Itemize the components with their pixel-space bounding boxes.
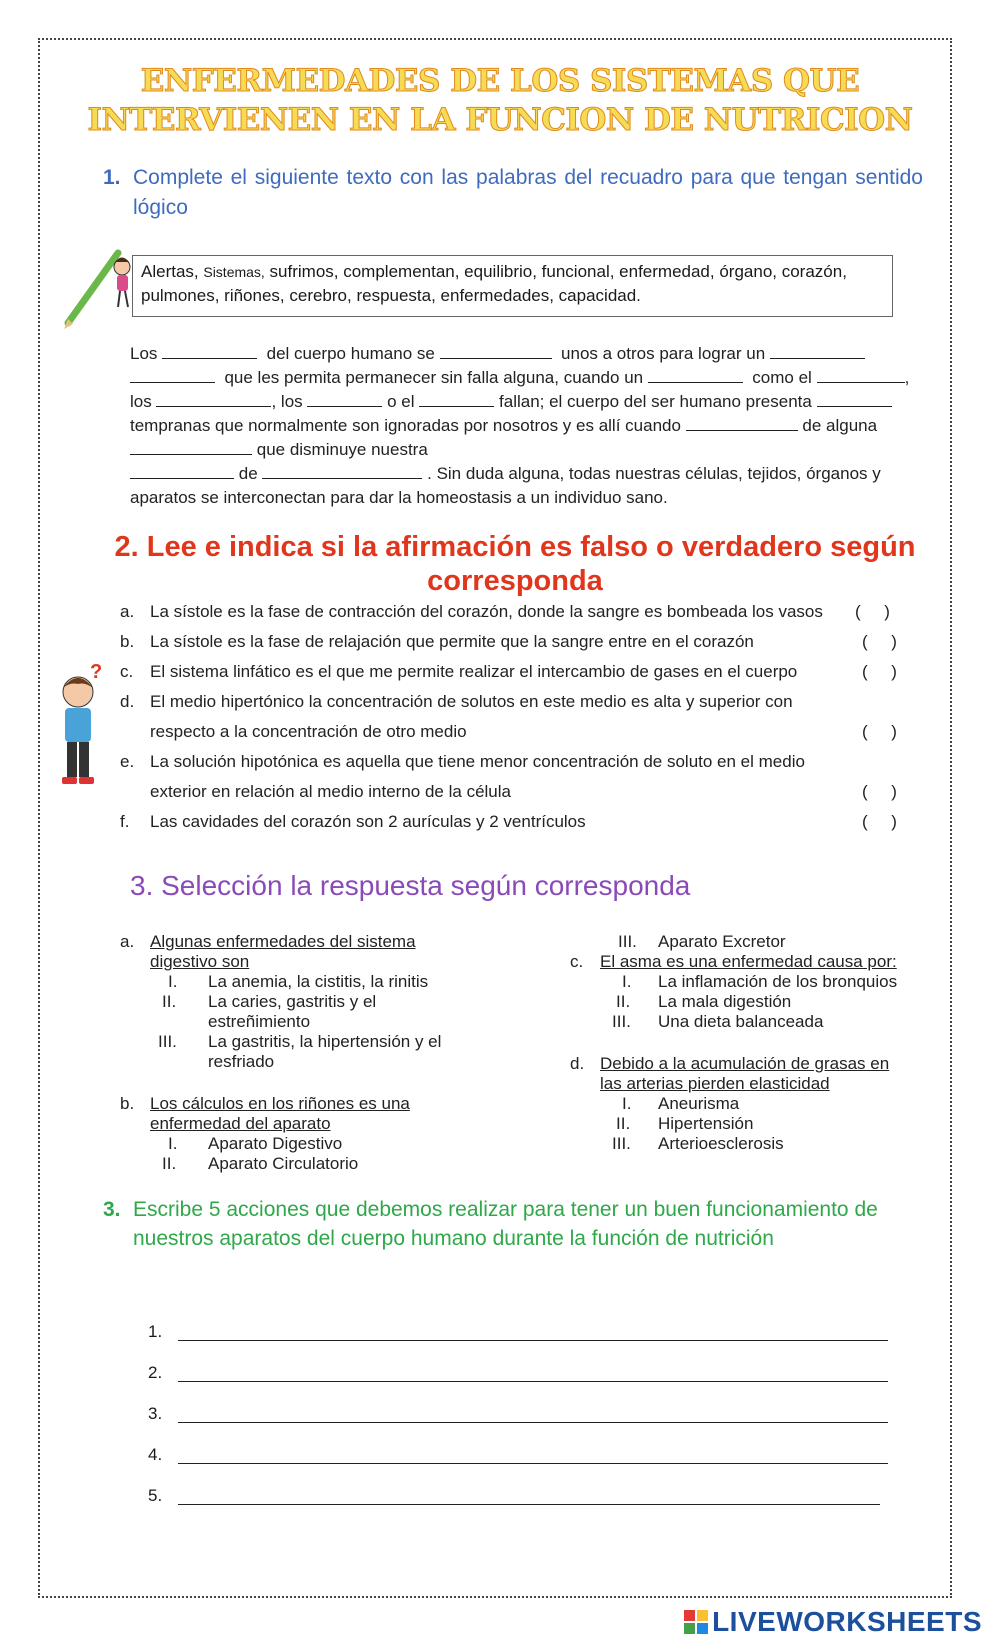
tf-statement: La sístole es la fase de contracción del corazón, donde la sangre es bombeada los vasos — [150, 602, 823, 621]
blank-field[interactable] — [440, 343, 552, 359]
answer-line-number: 4. — [148, 1445, 163, 1464]
tf-answer-box[interactable]: ( ) — [862, 632, 897, 651]
mc-prompt: digestivo son — [150, 952, 250, 971]
mc-option-number: II. — [162, 1154, 177, 1173]
mc-option[interactable]: La gastritis, la hipertensión y el — [208, 1032, 442, 1051]
question-2-title: corresponda — [427, 565, 603, 597]
tf-letter: b. — [120, 632, 135, 651]
blank-field[interactable] — [817, 391, 892, 407]
mc-option[interactable]: estreñimiento — [208, 1012, 311, 1031]
question-2-heading — [100, 530, 930, 598]
tf-answer-box[interactable]: ( ) — [862, 662, 897, 681]
mc-prompt: Debido a la acumulación de grasas en — [600, 1054, 890, 1073]
tf-statement: La sístole es la fase de relajación que permite que la sangre entre en el corazón — [150, 632, 754, 651]
word-bank-text: Alertas, — [141, 262, 204, 281]
liveworksheets-logo[interactable] — [684, 1605, 982, 1639]
cloze-text: los — [130, 392, 152, 411]
tf-statement: exterior en relación al medio interno de la célula — [150, 782, 511, 801]
mc-option-number: III. — [618, 932, 637, 951]
blank-field[interactable] — [130, 463, 234, 479]
mc-option-number: I. — [622, 1094, 632, 1113]
svg-text:?: ? — [90, 661, 103, 683]
mc-option[interactable]: Una dieta balanceada — [658, 1012, 824, 1031]
word-bank-text: pulmones, riñones, cerebro, respuesta, enfermedades, capacidad. — [141, 286, 641, 305]
cloze-text: , los — [271, 392, 303, 411]
cloze-text: que disminuye nuestra — [256, 440, 428, 459]
mc-option-number: III. — [612, 1134, 631, 1153]
mc-option[interactable]: Aparato Circulatorio — [208, 1154, 359, 1173]
answer-rule — [178, 1463, 888, 1464]
tf-answer-box[interactable]: ( ) — [862, 722, 897, 741]
mc-option[interactable]: La mala digestión — [658, 992, 792, 1011]
mc-option-number: I. — [168, 972, 178, 991]
blank-field[interactable] — [686, 415, 798, 431]
mc-option-number: III. — [158, 1032, 177, 1051]
mc-option[interactable]: Aparato Excretor — [658, 932, 786, 951]
cloze-text: o el — [387, 392, 415, 411]
thinking-boy-icon — [48, 660, 118, 790]
tf-letter: e. — [120, 752, 135, 771]
mc-question-b — [120, 1094, 460, 1174]
mc-option[interactable]: Arterioesclerosis — [658, 1134, 784, 1153]
cloze-text: . Sin duda alguna, todas nuestras células, tejidos, órganos y — [427, 464, 881, 483]
cloze-text: que les permita permanecer sin falla alguna, cuando un — [224, 368, 644, 387]
mc-option[interactable]: La caries, gastritis y el — [208, 992, 377, 1011]
cloze-text: fallan; el cuerpo del ser humano presenta — [499, 392, 812, 411]
blank-field[interactable] — [817, 367, 905, 383]
cloze-text: , — [904, 368, 910, 387]
blank-field[interactable] — [162, 343, 257, 359]
word-bank-text: sufrimos, complementan, equilibrio, funcional, enfermedad, órgano, corazón, — [264, 262, 847, 281]
question-4-text: Escribe 5 acciones que debemos realizar para tener un buen funcionamiento de nuestros aparatos del cuerpo humano durante la función de nutrición — [133, 1198, 878, 1250]
answer-line-number: 3. — [148, 1404, 163, 1423]
blank-field[interactable] — [156, 391, 271, 407]
mc-option[interactable]: Aneurisma — [658, 1094, 740, 1113]
tf-statement: El medio hipertónico la concentración de solutos en este medio es alta y superior con — [150, 692, 793, 711]
cloze-text: como el — [752, 368, 812, 387]
answer-rule — [178, 1422, 888, 1423]
question-4-number: 3. — [103, 1198, 121, 1221]
blank-field[interactable] — [419, 391, 494, 407]
cloze-text: del cuerpo humano se — [266, 344, 435, 363]
mc-option-number: II. — [616, 992, 631, 1011]
tf-letter: d. — [120, 692, 135, 711]
mc-option[interactable]: Hipertensión — [658, 1114, 754, 1133]
mc-prompt: las arterias pierden elasticidad — [600, 1074, 830, 1093]
cloze-text: de — [238, 464, 258, 483]
blank-field[interactable] — [648, 367, 743, 383]
blank-field[interactable] — [262, 463, 422, 479]
cloze-text: de alguna — [802, 416, 878, 435]
mc-option-number: II. — [616, 1114, 631, 1133]
tf-statement: respecto a la concentración de otro medio — [150, 722, 467, 741]
blank-field[interactable] — [307, 391, 382, 407]
answer-line-number: 2. — [148, 1363, 163, 1382]
answer-rule — [178, 1381, 888, 1382]
cloze-text: Los — [130, 344, 158, 363]
mc-option-number: III. — [612, 1012, 631, 1031]
mc-question-a — [120, 932, 460, 1072]
mc-question-d — [570, 1054, 930, 1154]
tf-answer-box[interactable]: ( ) — [862, 782, 897, 801]
mc-question-c — [570, 952, 930, 1032]
answer-line-number: 5. — [148, 1486, 163, 1505]
tf-statement: Las cavidades del corazón son 2 aurículas y 2 ventrículos — [150, 812, 586, 831]
question-2-title: 2. Lee e indica si la afirmación es falso o verdadero según — [114, 531, 916, 563]
mc-option-number: II. — [162, 992, 177, 1011]
tf-letter: c. — [120, 662, 134, 681]
mc-prompt: Los cálculos en los riñones es una — [150, 1094, 410, 1113]
tf-statement: El sistema linfático es el que me permite realizar el intercambio de gases en el cuerpo — [150, 662, 798, 681]
tf-answer-box[interactable]: ( ) — [862, 812, 897, 831]
tf-letter: a. — [120, 602, 135, 621]
question-4-heading — [103, 1195, 923, 1253]
cloze-text: tempranas que normalmente son ignoradas por nosotros y es allí cuando — [130, 416, 681, 435]
mc-letter: b. — [120, 1094, 135, 1113]
mc-letter: a. — [120, 932, 135, 951]
tf-answer-box[interactable]: ( ) — [855, 602, 890, 621]
blank-field[interactable] — [130, 439, 252, 455]
cloze-paragraph — [130, 342, 940, 510]
question-1-number: 1. — [103, 166, 121, 189]
blank-field[interactable] — [130, 367, 215, 383]
title-line-1: ENFERMEDADES DE LOS SISTEMAS QUE — [140, 63, 860, 99]
mc-prompt: enfermedad del aparato — [150, 1114, 331, 1133]
tf-statement: La solución hipotónica es aquella que tiene menor concentración de soluto en el medio — [150, 752, 805, 771]
mc-prompt: Algunas enfermedades del sistema — [150, 932, 416, 951]
question-1-text: Complete el siguiente texto con las palabras del recuadro para que tengan sentido lógico — [133, 166, 923, 219]
mc-prompt: El asma es una enfermedad causa por: — [600, 952, 897, 971]
answer-rule — [178, 1504, 880, 1505]
mc-option-number: I. — [168, 1134, 178, 1153]
mc-option[interactable]: La inflamación de los bronquios — [658, 972, 898, 991]
cloze-text: aparatos se interconectan para dar la homeostasis a un individuo sano. — [130, 488, 668, 507]
worksheet-title — [60, 62, 940, 140]
word-bank-small-word: Sistemas, — [203, 264, 265, 280]
title-line-2: INTERVIENEN EN LA FUNCION DE NUTRICION — [87, 102, 913, 138]
mc-question-b-continued — [570, 932, 910, 952]
cloze-text: unos a otros para lograr un — [561, 344, 766, 363]
question-3-title: 3. Selección la respuesta según corresponda — [130, 870, 691, 901]
mc-option[interactable]: La anemia, la cistitis, la rinitis — [208, 972, 429, 991]
blank-field[interactable] — [770, 343, 865, 359]
mc-letter: c. — [570, 952, 584, 971]
brand-name: LIVEWORKSHEETS — [712, 1606, 982, 1637]
answer-line-number: 1. — [148, 1322, 163, 1341]
mc-option-number: I. — [622, 972, 632, 991]
tf-letter: f. — [120, 812, 130, 831]
mc-option[interactable]: resfriado — [208, 1052, 275, 1071]
mc-letter: d. — [570, 1054, 585, 1073]
mc-option[interactable]: Aparato Digestivo — [208, 1134, 343, 1153]
question-1-heading — [103, 163, 923, 223]
answer-rule — [178, 1340, 888, 1341]
liveworksheets-mark-icon — [684, 1610, 708, 1634]
word-bank-box — [132, 255, 893, 317]
